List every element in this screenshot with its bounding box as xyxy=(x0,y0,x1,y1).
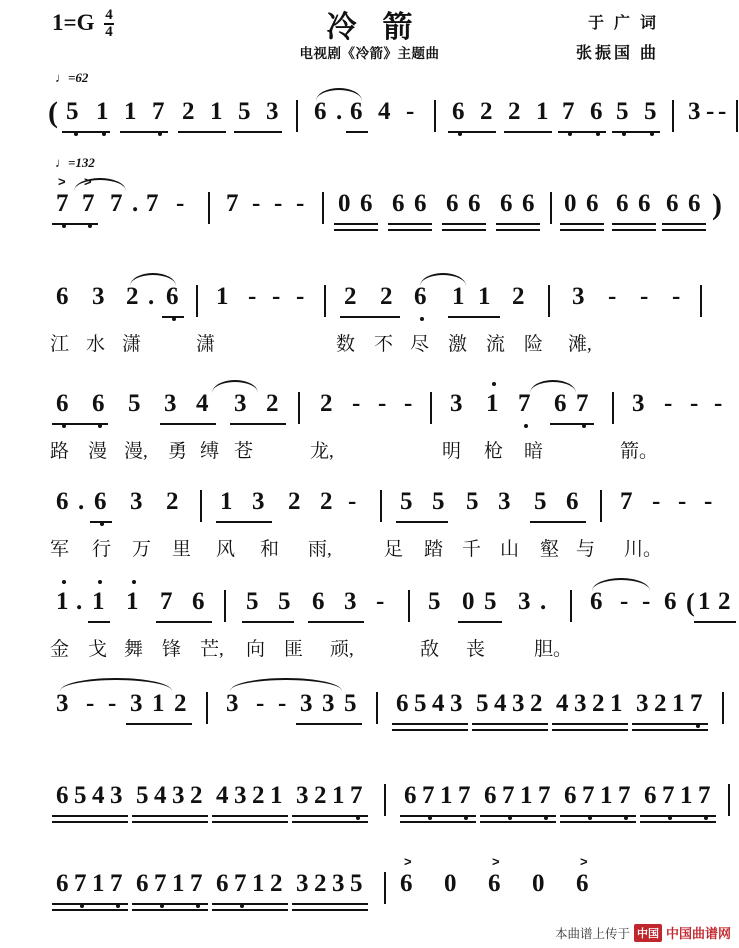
notation-line-2-notes: > > 7 7 7 . 7 - 7 - - - 0 6 6 6 6 6 6 6 0 6 6 6 6 6 ) xyxy=(0,190,739,236)
notation-line-1-notes: ( 5 1 1 7 2 1 5 3 6 . 6 4 - 6 2 2 1 7 6 5 5 3 - - xyxy=(0,98,739,144)
notation-line-9 xyxy=(0,854,739,916)
footer-site-name[interactable]: 中国曲谱网 xyxy=(665,926,731,941)
notation-line-6-notes: 1 . 1 1 7 6 5 5 6 3 - 5 0 5 3 . 6 - - 6 ( 1 2 xyxy=(0,588,739,634)
page-subtitle: 电视剧《冷箭》主题曲 xyxy=(299,46,440,61)
time-signature-numerator: 4 xyxy=(105,7,113,23)
notation-line-4 xyxy=(0,390,739,470)
notation-line-9-notes: 6 7 1 7 6 7 1 7 6 7 1 2 3 2 3 5 > 6 0 > 6 0 > 6 xyxy=(0,870,739,916)
notation-line-8 xyxy=(0,782,739,828)
notation-line-8-notes: 6 5 4 3 5 4 3 2 4 3 2 1 3 2 1 7 6 7 1 7 6 7 1 7 6 7 1 7 6 7 1 7 xyxy=(0,782,739,828)
sheet-header xyxy=(0,0,739,70)
footer-text: 本曲谱上传于 xyxy=(554,926,630,941)
notation-line-6 xyxy=(0,588,739,668)
notation-line-3 xyxy=(0,283,739,363)
notation-line-5 xyxy=(0,488,739,568)
composer-credit: 张振国 曲 xyxy=(575,45,659,62)
tempo-mark-1: ♩=62 xyxy=(55,70,89,85)
notation-line-7 xyxy=(0,690,739,736)
tempo-mark-2: ♩=132 xyxy=(55,155,95,170)
time-signature-denominator: 4 xyxy=(105,24,113,40)
notation-line-4-lyrics: 路 漫 漫, 勇 缚 苍 龙, 明 枪 暗 箭。 xyxy=(50,441,659,462)
lyricist-credit: 于 广 词 xyxy=(587,15,659,32)
notation-line-2 xyxy=(0,174,739,236)
page-title: 冷箭 xyxy=(326,11,439,44)
notation-line-1 xyxy=(0,98,739,144)
notation-line-3-notes: 6 3 2 . 6 1 - - - 2 2 6 1 1 2 3 - - - xyxy=(0,283,739,329)
notation-line-4-notes: 6 6 5 3 4 3 2 2 - - - 3 1 7 6 7 3 - - - xyxy=(0,390,739,436)
notation-line-3-lyrics: 江 水 潇 潇 数 不 尽 激 流 险 滩, xyxy=(50,334,592,355)
notation-line-5-lyrics: 军 行 万 里 风 和 雨, 足 踏 千 山 壑 与 川。 xyxy=(50,539,663,560)
notation-line-5-notes: 6 . 6 3 2 1 3 2 2 - 5 5 5 3 5 6 7 - - - xyxy=(0,488,739,534)
footer-watermark xyxy=(555,923,731,942)
notation-line-6-lyrics: 金 戈 舞 锋 芒, 向 匪 顽, 敌 丧 胆。 xyxy=(50,639,573,660)
key-signature-text: 1=G xyxy=(52,10,95,35)
site-logo-icon: 中国 xyxy=(634,924,662,942)
notation-line-7-notes: 3 - - 3 1 2 3 - - 3 3 5 6 5 4 3 5 4 3 2 4 3 2 1 3 2 1 7 xyxy=(0,690,739,736)
